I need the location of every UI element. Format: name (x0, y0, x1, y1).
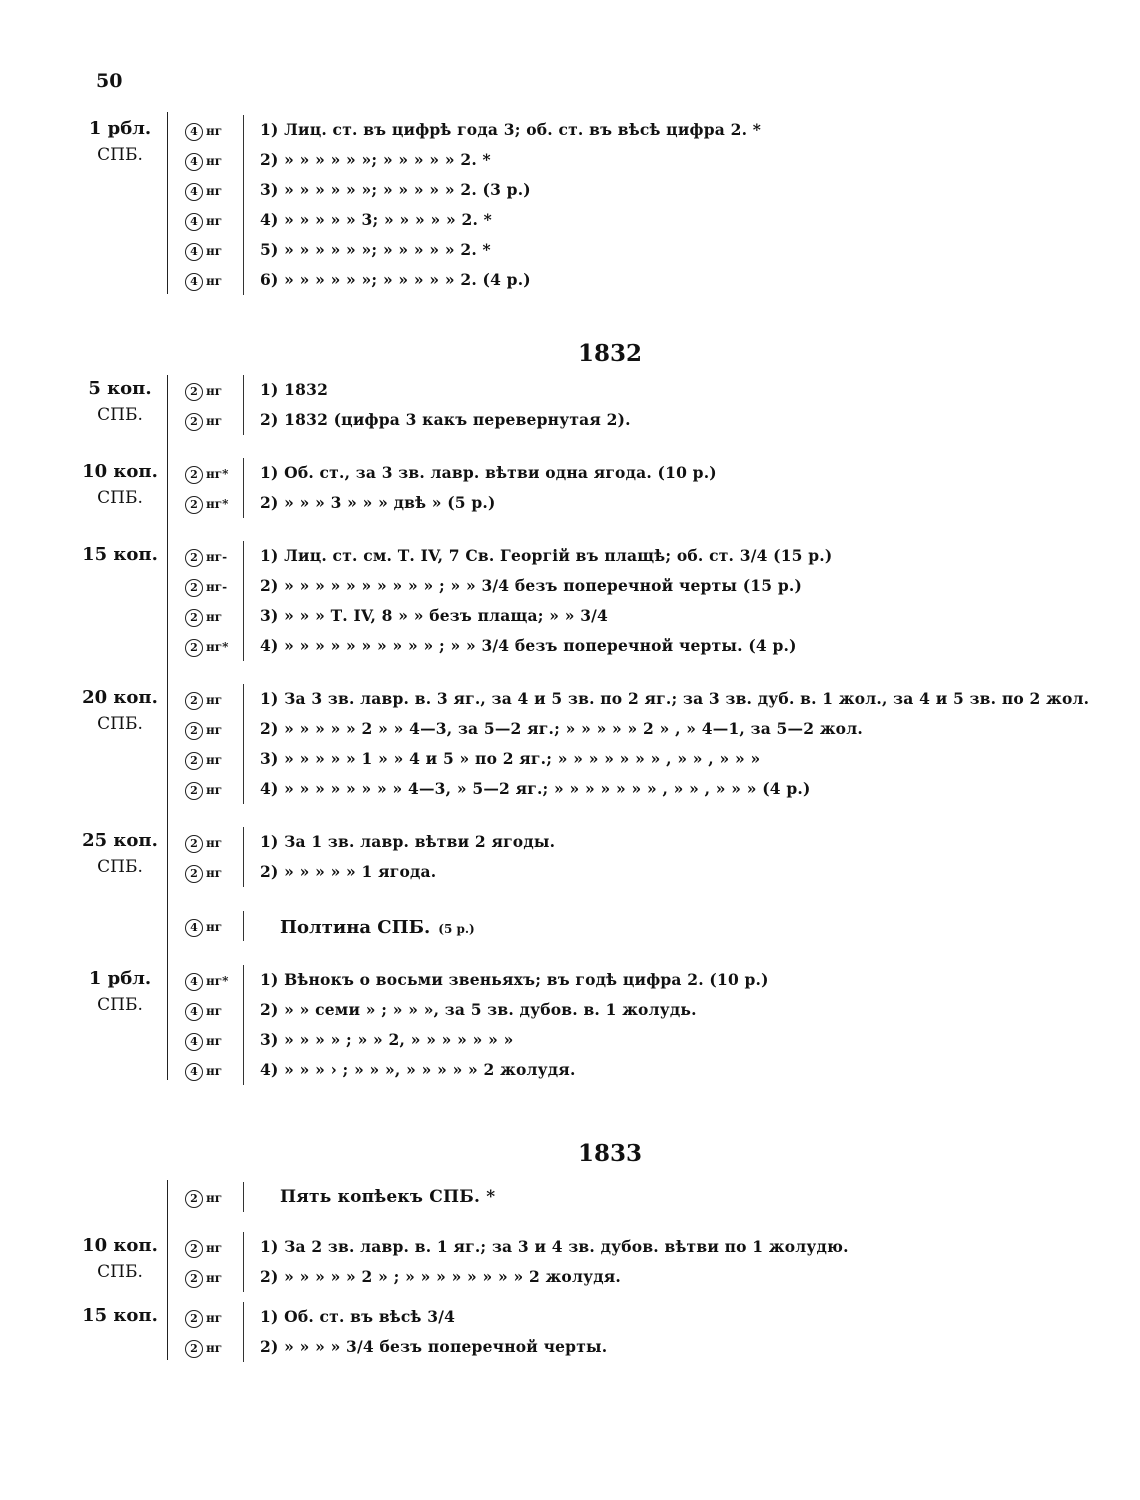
edge-code: нг* (206, 467, 229, 481)
circled-number: 4 (185, 123, 203, 141)
row-separator (243, 744, 244, 774)
row-description: 1) Об. ст., за 3 зв. лавр. вѣтви одна ягода. (10 р.) (260, 463, 717, 482)
circled-number: 4 (185, 1063, 203, 1081)
year-heading-1832: 1832 (577, 340, 642, 367)
edge-mark (185, 266, 243, 296)
catalog-row (185, 1302, 456, 1332)
catalog-row (185, 631, 797, 661)
catalog-row (185, 601, 609, 631)
row-description: 1) 1832 (260, 380, 329, 399)
catalog-row (185, 774, 811, 804)
row-description: 4) » » » » » » » » » » ; » » 3/4 безъ поперечной черты. (4 р.) (260, 636, 797, 655)
circled-number: 2 (185, 782, 203, 800)
edge-code: нг (206, 414, 223, 428)
denomination-label (70, 828, 170, 880)
catalog-row (185, 714, 863, 744)
circled-number: 4 (185, 243, 203, 261)
row-separator (243, 375, 244, 405)
circled-number: 2 (185, 752, 203, 770)
row-separator (243, 145, 244, 175)
catalog-row (185, 911, 475, 941)
row-separator (243, 965, 244, 995)
row-separator (243, 1302, 244, 1332)
edge-mark (185, 632, 243, 662)
circled-number: 4 (185, 213, 203, 231)
catalog-row (185, 541, 833, 571)
poltina-note: (5 р.) (438, 922, 475, 936)
catalog-row (185, 744, 761, 774)
catalog-row (185, 1025, 514, 1055)
edge-code: нг* (206, 974, 229, 988)
edge-code: нг (206, 1241, 223, 1255)
row-separator (243, 235, 244, 265)
denomination-line: 1 рбл. (88, 968, 152, 989)
row-description: 2) 1832 (цифра 3 какъ перевернутая 2). (260, 410, 631, 429)
catalog-row (185, 405, 631, 435)
catalog-row (185, 375, 329, 405)
row-separator (243, 774, 244, 804)
row-description: 2) » » » » » »; » » » » » 2. * (260, 150, 491, 169)
catalog-row (185, 265, 531, 295)
row-separator (243, 175, 244, 205)
denomination-line: СПБ. (97, 714, 143, 734)
row-description: 6) » » » » » »; » » » » » 2. (4 р.) (260, 270, 531, 289)
row-separator (243, 571, 244, 601)
edge-code: нг (206, 154, 223, 168)
denomination-label (70, 542, 170, 568)
edge-code: нг (206, 184, 223, 198)
denomination-line: 5 коп. (88, 378, 152, 399)
edge-mark (185, 828, 243, 858)
row-description: 1) Об. ст. въ вѣсѣ 3/4 (260, 1307, 456, 1326)
row-separator (243, 857, 244, 887)
circled-number: 2 (185, 1270, 203, 1288)
edge-code: нг (206, 610, 223, 624)
catalog-row (185, 458, 717, 488)
row-description: 1) За 1 зв. лавр. вѣтви 2 ягоды. (260, 832, 556, 851)
circled-number: 4 (185, 183, 203, 201)
circled-number: 2 (185, 383, 203, 401)
row-description: 4) » » » » » 3; » » » » » 2. * (260, 210, 492, 229)
row-description: 1) Лиц. ст. въ цифрѣ года 3; об. ст. въ вѣсѣ цифра 2. * (260, 120, 762, 139)
poltina-text: Полтина СПБ. (280, 917, 431, 938)
edge-mark (185, 996, 243, 1026)
denomination-line: 25 коп. (82, 830, 158, 851)
catalog-row (185, 995, 697, 1025)
row-separator (243, 1055, 244, 1085)
edge-mark (185, 459, 243, 489)
edge-mark (185, 116, 243, 146)
edge-code: нг (206, 384, 223, 398)
edge-mark (185, 602, 243, 632)
edge-mark (185, 1303, 243, 1333)
denomination-line: СПБ. (97, 488, 143, 508)
denomination-label (70, 966, 170, 1018)
edge-mark (185, 489, 243, 519)
edge-code: нг- (206, 550, 228, 564)
circled-number: 2 (185, 609, 203, 627)
catalog-row (185, 1055, 576, 1085)
edge-mark (185, 858, 243, 888)
row-description: Пять копѣекъ СПБ. * (280, 1187, 496, 1207)
row-separator (243, 1182, 244, 1212)
catalog-row (185, 684, 1090, 714)
edge-mark (185, 1183, 243, 1213)
row-separator (243, 714, 244, 744)
edge-code: нг (206, 124, 223, 138)
circled-number: 2 (185, 496, 203, 514)
edge-code: нг (206, 693, 223, 707)
edge-code: нг (206, 836, 223, 850)
edge-mark (185, 1333, 243, 1363)
row-description: 4) » » » » » » » » 4—3, » 5—2 яг.; » » » » » » » , » » , » » » (4 р.) (260, 779, 811, 798)
row-description: 1) За 3 зв. лавр. в. 3 яг., за 4 и 5 зв. по 2 яг.; за 3 зв. дуб. в. 1 жол., за 4 и 5 зв. по 2 жол. (260, 689, 1090, 708)
denomination-line: 20 коп. (82, 687, 158, 708)
edge-mark (185, 1056, 243, 1086)
catalog-row (185, 857, 437, 887)
denomination-line: 10 коп. (82, 1235, 158, 1256)
denomination-line: СПБ. (97, 1262, 143, 1282)
edge-mark (185, 376, 243, 406)
circled-number: 2 (185, 413, 203, 431)
row-separator (243, 1232, 244, 1262)
column-rule (167, 112, 168, 294)
edge-code: нг (206, 1191, 223, 1205)
denomination-label: 1 рбл. СПБ. (88, 118, 152, 165)
denomination-label (70, 685, 170, 737)
edge-code: нг* (206, 640, 229, 654)
row-separator (243, 1025, 244, 1055)
row-description: 2) » » » 3 » » » двѣ » (5 р.) (260, 493, 496, 512)
denomination-line: СПБ. (97, 857, 143, 877)
edge-mark (185, 406, 243, 436)
edge-mark (185, 1263, 243, 1293)
edge-code: нг (206, 920, 223, 934)
row-description: 2) » » » » » 2 » » 4—3, за 5—2 яг.; » » » » » 2 » , » 4—1, за 5—2 жол. (260, 719, 863, 738)
denomination-line: 10 коп. (82, 461, 158, 482)
row-separator (243, 601, 244, 631)
row-separator (243, 458, 244, 488)
catalog-row (185, 1332, 608, 1362)
row-separator (243, 488, 244, 518)
edge-mark (185, 685, 243, 715)
row-separator (243, 995, 244, 1025)
row-description: 1) Вѣнокъ о восьми звеньяхъ; въ годѣ цифра 2. (10 р.) (260, 970, 769, 989)
row-separator (243, 1332, 244, 1362)
edge-code: нг (206, 783, 223, 797)
edge-mark (185, 1233, 243, 1263)
row-description: 2) » » » » » » » » » » ; » » 3/4 безъ поперечной черты (15 р.) (260, 576, 803, 595)
denomination-label (70, 1233, 170, 1285)
year-heading-1833: 1833 (577, 1140, 642, 1167)
catalog-row (185, 827, 556, 857)
edge-code: нг (206, 866, 223, 880)
catalog-row (185, 235, 491, 265)
row-description: 4) » » » › ; » » », » » » » » 2 жолудя. (260, 1060, 576, 1079)
edge-mark (185, 176, 243, 206)
edge-mark (185, 236, 243, 266)
row-separator (243, 115, 244, 145)
edge-mark (185, 912, 243, 942)
catalog-row (185, 965, 769, 995)
denomination-line: СПБ. (97, 405, 143, 425)
row-separator (243, 405, 244, 435)
row-separator (243, 541, 244, 571)
circled-number: 4 (185, 153, 203, 171)
page-number: 50 (96, 70, 123, 92)
circled-number: 2 (185, 1190, 203, 1208)
catalog-row (185, 571, 803, 601)
row-separator (243, 684, 244, 714)
catalog-row (185, 1182, 496, 1212)
circled-number: 4 (185, 1003, 203, 1021)
edge-code: нг* (206, 497, 229, 511)
denomination-label (70, 1303, 170, 1329)
catalog-row (185, 115, 762, 145)
edge-code: нг (206, 1034, 223, 1048)
circled-number: 2 (185, 1310, 203, 1328)
edge-mark (185, 715, 243, 745)
row-description: 5) » » » » » »; » » » » » 2. * (260, 240, 491, 259)
edge-mark (185, 966, 243, 996)
poltina-title (280, 913, 475, 944)
circled-number: 2 (185, 1240, 203, 1258)
circled-number: 2 (185, 1340, 203, 1358)
catalog-row (185, 205, 492, 235)
circled-number: 2 (185, 835, 203, 853)
circled-number: 4 (185, 973, 203, 991)
row-separator (243, 1262, 244, 1292)
circled-number: 2 (185, 466, 203, 484)
circled-number: 4 (185, 919, 203, 937)
edge-mark (185, 572, 243, 602)
edge-code: нг (206, 723, 223, 737)
edge-mark (185, 146, 243, 176)
row-description: 3) » » » » ; » » 2, » » » » » » » (260, 1030, 514, 1049)
circled-number: 4 (185, 1033, 203, 1051)
circled-number: 2 (185, 865, 203, 883)
edge-code: нг (206, 214, 223, 228)
row-separator (243, 205, 244, 235)
edge-code: нг (206, 753, 223, 767)
row-separator (243, 265, 244, 295)
circled-number: 2 (185, 549, 203, 567)
row-description: 2) » » » » 3/4 безъ поперечной черты. (260, 1337, 608, 1356)
edge-code: нг (206, 1004, 223, 1018)
row-description: 3) » » » Т. IV, 8 » » безъ плаща; » » 3/4 (260, 606, 609, 625)
circled-number: 2 (185, 722, 203, 740)
edge-code: нг (206, 1271, 223, 1285)
edge-code: нг (206, 1064, 223, 1078)
catalog-row (185, 175, 531, 205)
row-description: 2) » » семи » ; » » », за 5 зв. дубов. в. 1 жолудь. (260, 1000, 697, 1019)
row-description: 3) » » » » » 1 » » 4 и 5 » по 2 яг.; » » » » » » » , » » , » » » (260, 749, 761, 768)
row-description: 1) За 2 зв. лавр. в. 1 яг.; за 3 и 4 зв. дубов. вѣтви по 1 жолудю. (260, 1237, 849, 1256)
edge-code: нг (206, 1341, 223, 1355)
denomination-line: 15 коп. (82, 1305, 158, 1326)
edge-mark (185, 542, 243, 572)
row-separator (243, 911, 244, 941)
row-separator (243, 631, 244, 661)
edge-mark (185, 1026, 243, 1056)
catalog-row (185, 1232, 849, 1262)
edge-mark (185, 206, 243, 236)
row-description: 2) » » » » » 1 ягода. (260, 862, 437, 881)
row-description: 1) Лиц. ст. см. Т. IV, 7 Св. Георгій въ плащѣ; об. ст. 3/4 (15 р.) (260, 546, 833, 565)
edge-code: нг (206, 244, 223, 258)
denomination-label (70, 459, 170, 511)
edge-mark (185, 775, 243, 805)
row-description: 3) » » » » » »; » » » » » 2. (3 р.) (260, 180, 531, 199)
circled-number: 2 (185, 692, 203, 710)
edge-code: нг (206, 274, 223, 288)
circled-number: 2 (185, 579, 203, 597)
circled-number: 4 (185, 273, 203, 291)
catalog-row (185, 145, 491, 175)
edge-code: нг (206, 1311, 223, 1325)
denomination-line: 15 коп. (82, 544, 158, 565)
denomination-label (70, 376, 170, 428)
edge-mark (185, 745, 243, 775)
row-description: 2) » » » » » 2 » ; » » » » » » » » 2 жолудя. (260, 1267, 621, 1286)
denomination-line: СПБ. (97, 995, 143, 1015)
edge-code: нг- (206, 580, 228, 594)
catalog-row (185, 488, 496, 518)
circled-number: 2 (185, 639, 203, 657)
row-separator (243, 827, 244, 857)
catalog-row (185, 1262, 621, 1292)
